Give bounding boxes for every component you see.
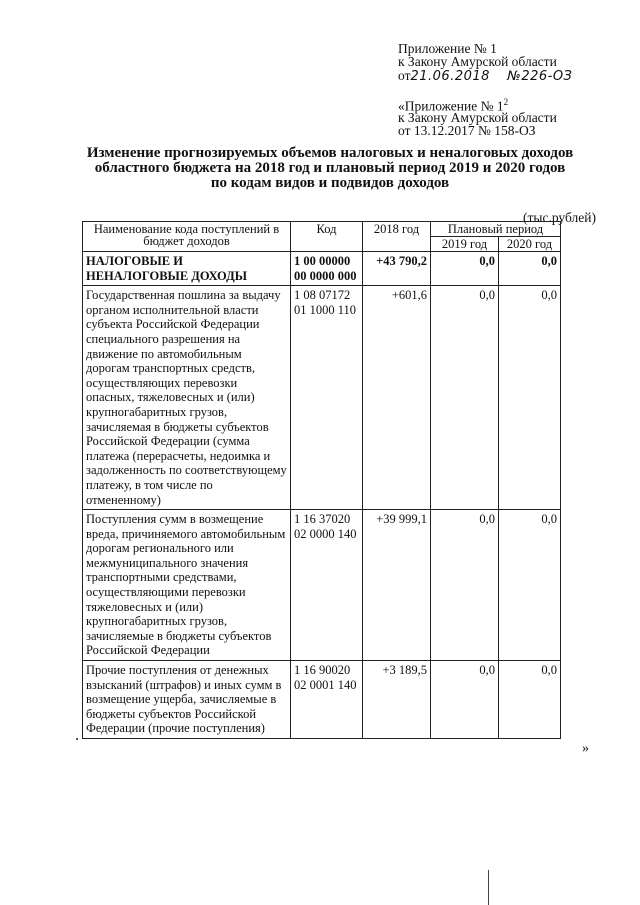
closing-quote: » — [582, 741, 589, 756]
row-2020: 0,0 — [499, 661, 561, 739]
scan-speck — [76, 738, 78, 740]
row-name: НАЛОГОВЫЕ И НЕНАЛОГОВЫЕ ДОХОДЫ — [83, 252, 291, 286]
law-reference-2: к Закону Амурской области — [398, 110, 557, 125]
appendix-2-text: «Приложение № 1 — [398, 98, 504, 114]
table-row — [83, 286, 561, 510]
header-2019: 2019 год — [431, 237, 499, 252]
row-2020: 0,0 — [499, 252, 561, 286]
date-prefix: от — [398, 68, 411, 83]
row-2018: +3 189,5 — [363, 661, 431, 739]
row-2019: 0,0 — [431, 252, 499, 286]
title-line-1: Изменение прогнозируемых объемов налоговых и неналоговых доходов — [86, 145, 574, 161]
row-2019: 0,0 — [431, 510, 499, 661]
handwritten-number: №226-ОЗ — [507, 69, 573, 84]
row-2019: 0,0 — [431, 661, 499, 739]
row-code: 1 16 37020 02 0000 140 — [291, 510, 363, 661]
law-date-2: от 13.12.2017 № 158-ОЗ — [398, 123, 536, 138]
title-line-3: по кодам видов и подвидов доходов — [210, 175, 450, 191]
revenue-table — [82, 221, 561, 739]
header-code: Код — [291, 222, 363, 252]
row-code: 1 08 07172 01 1000 110 — [291, 286, 363, 510]
units-label: (тыс.рублей) — [523, 210, 596, 225]
row-name: Прочие поступления от денежных взысканий (штрафов) и иных сумм в возмещение ущерба, зачисляемые в бюджеты субъектов Российской Федерации (прочие поступления) — [83, 661, 291, 739]
handwritten-date: 21.06.2018 — [410, 69, 490, 84]
row-2020: 0,0 — [499, 286, 561, 510]
row-2018: +43 790,2 — [363, 252, 431, 286]
row-code: 1 00 00000 00 0000 000 — [291, 252, 363, 286]
row-code: 1 16 90020 02 0001 140 — [291, 661, 363, 739]
header-name: Наименование кода поступлений в бюджет доходов — [83, 222, 291, 252]
row-2018: +39 999,1 — [363, 510, 431, 661]
header-2020: 2020 год — [499, 237, 561, 252]
table-header-row — [83, 222, 561, 237]
scan-edge-line — [488, 870, 489, 905]
table-row — [83, 661, 561, 739]
law-reference: к Закону Амурской области — [398, 54, 557, 69]
appendix-2-sup: 2 — [503, 97, 509, 107]
row-2019: 0,0 — [431, 286, 499, 510]
header-planned-period: Плановый период — [431, 222, 561, 237]
law-date-line — [398, 69, 572, 83]
row-2020: 0,0 — [499, 510, 561, 661]
title-line-2: областного бюджета на 2018 год и плановый период 2019 и 2020 годов — [94, 160, 566, 176]
document-title — [60, 146, 600, 191]
row-name: Поступления сумм в возмещение вреда, причиняемого автомобильным дорогам регионального или межмуниципального значения транспортными средствами, осуществляющими перевозки тяжеловесных и (или) крупногабаритных грузов, зачисляемые в бюджеты субъектов Российской Федерации — [83, 510, 291, 661]
appendix-label: Приложение № 1 — [398, 41, 497, 56]
header-2018: 2018 год — [363, 222, 431, 252]
row-2018: +601,6 — [363, 286, 431, 510]
row-name: Государственная пошлина за выдачу органом исполнительной власти субъекта Российской Федерации специального разрешения на движение по автомобильным дорогам транспортных средств, осуществляющих перевозки опасных, тяжеловесных и (или) крупногабаритных грузов, зачисляемая в бюджеты субъектов Российской Федерации (сумма платежа (перерасчеты, недоимка и задолженность по соответствующему платежу, в том числе по отмененному) — [83, 286, 291, 510]
table-row — [83, 252, 561, 286]
table-row — [83, 510, 561, 661]
